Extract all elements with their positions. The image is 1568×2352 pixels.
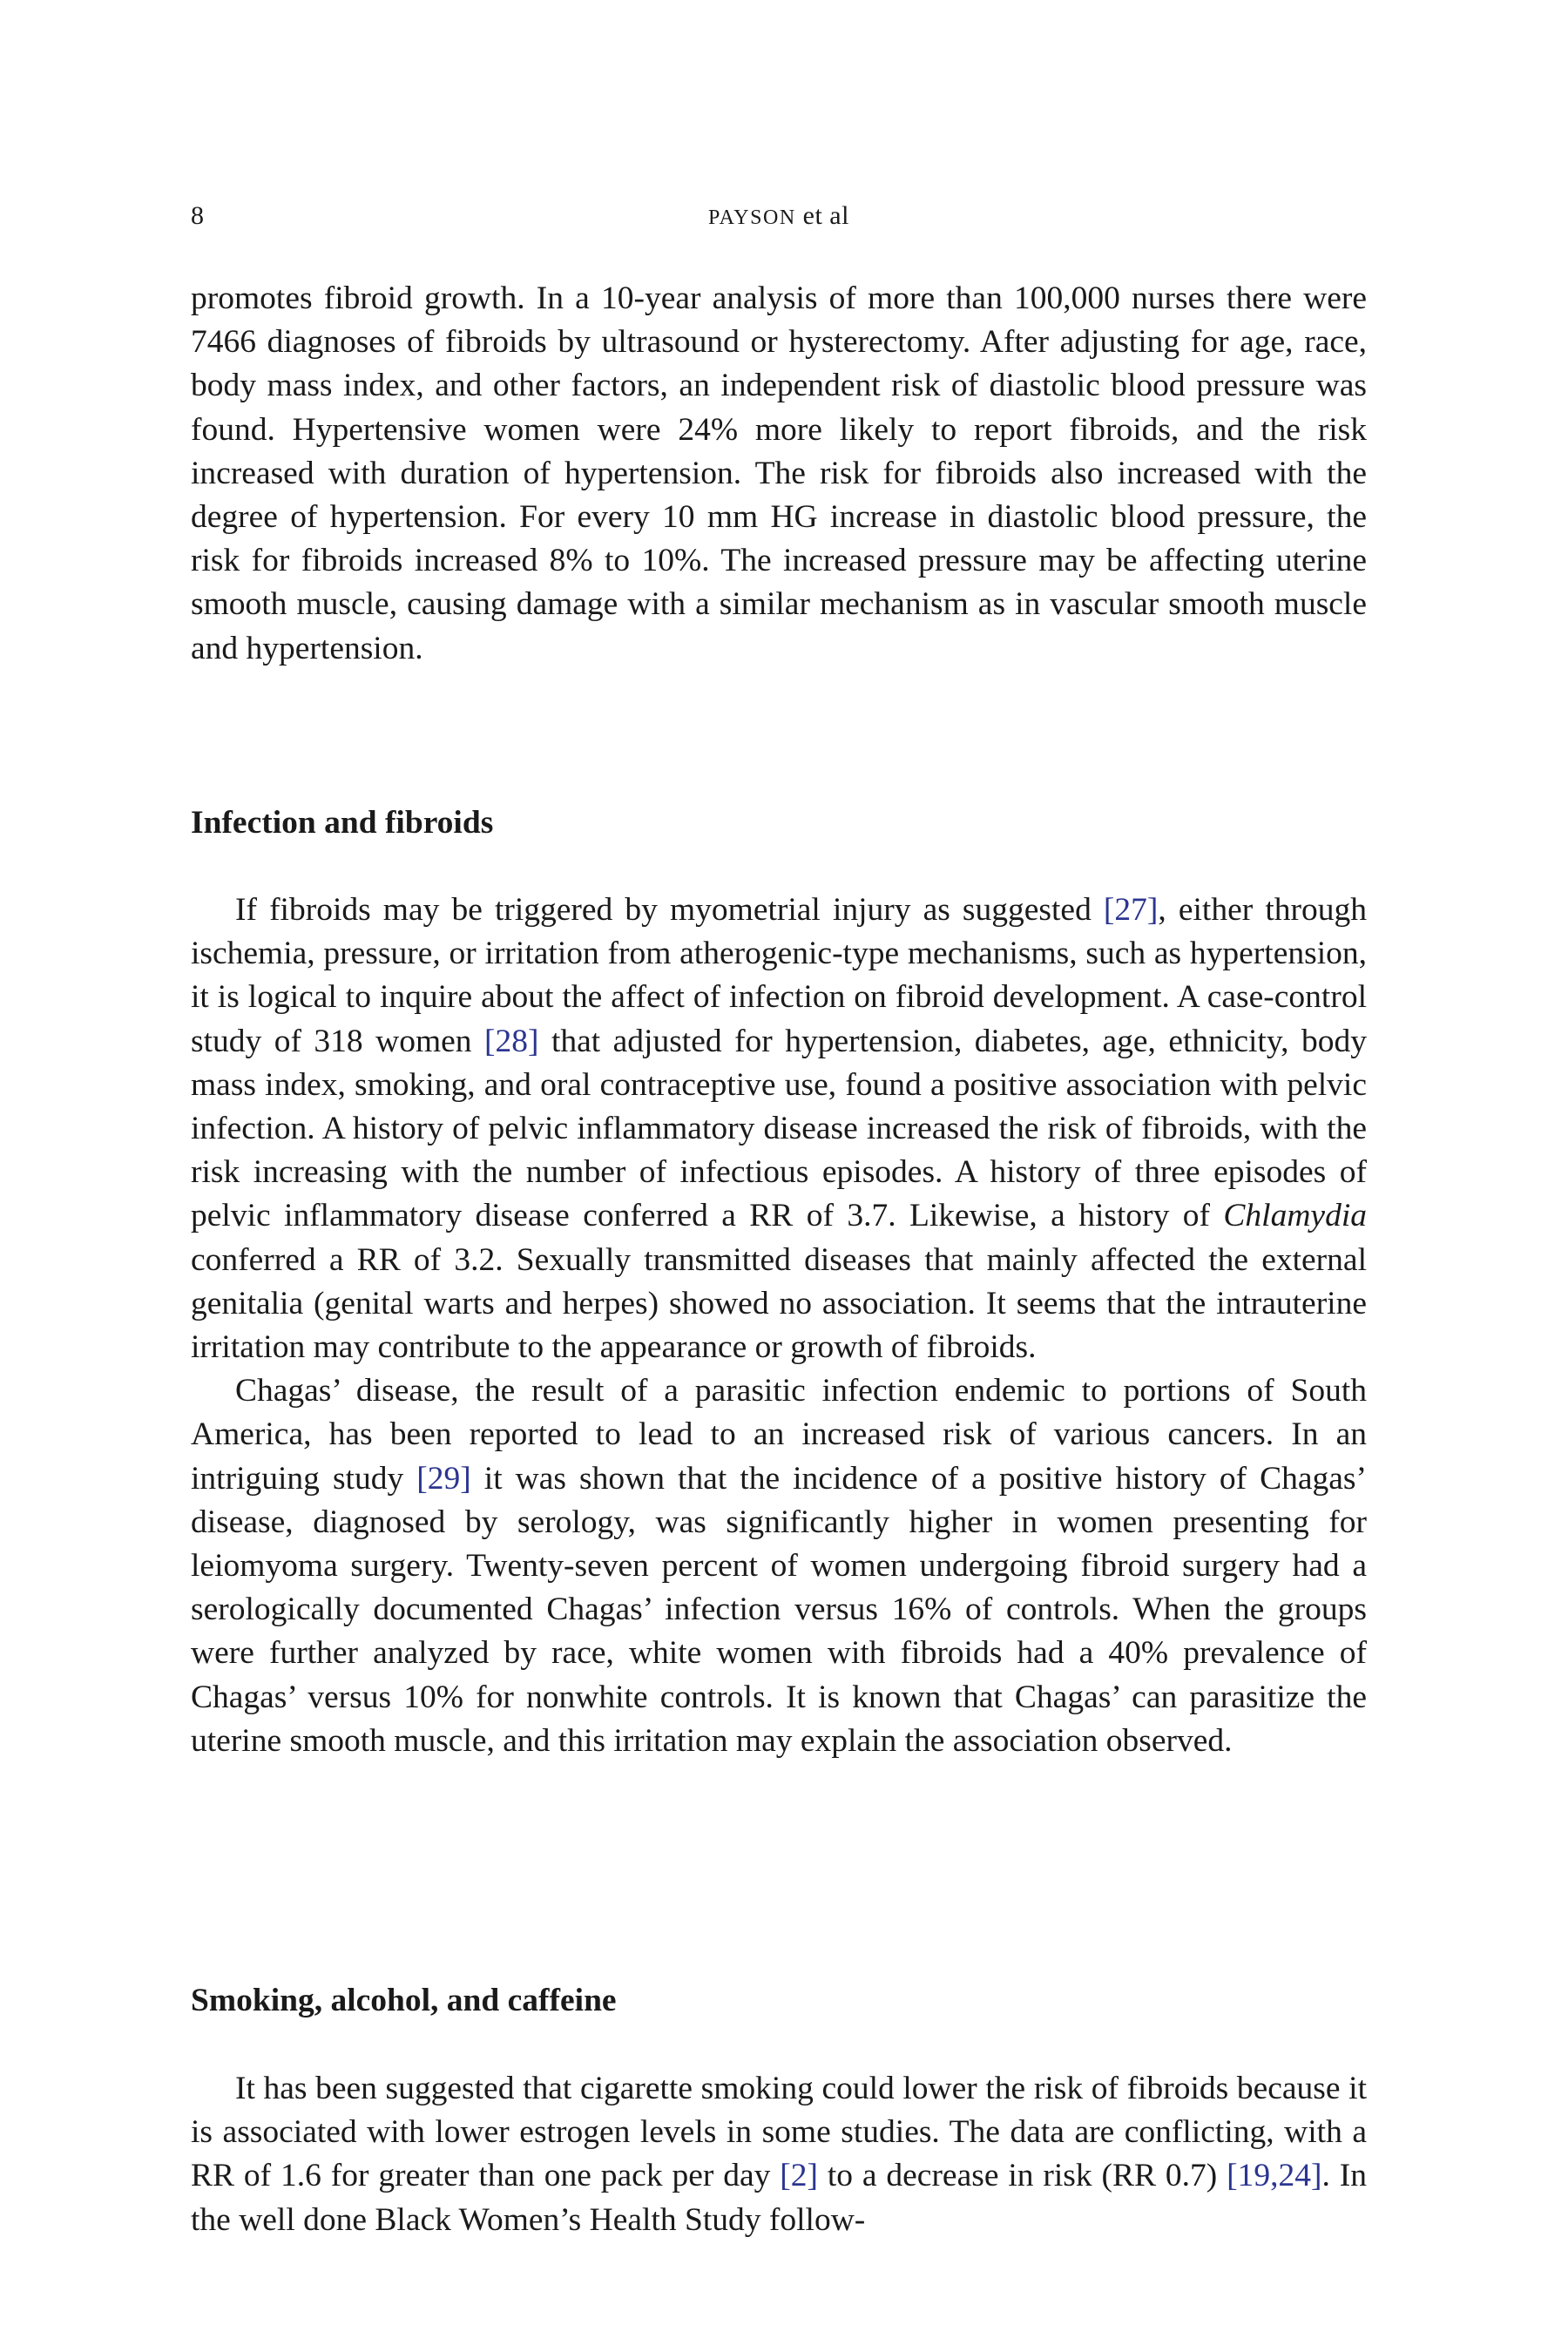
- text-run: It has been suggested that cigarette smoking could lower the risk of fibroids because it is associated with lower estrogen levels in some studies. The data are conflicting, with a RR of 1.6 for greater than one pack per day: [191, 2071, 1367, 2194]
- section-heading-infection: Infection and fibroids: [191, 805, 494, 841]
- infection-text-block: [191, 889, 1367, 1763]
- running-head: [191, 199, 1367, 233]
- text-run: conferred a RR of 3.2. Sexually transmitted diseases that mainly affected the external genitalia (genital warts and herpes) showed no association. It seems that the intrauterine irritation may contribute to the appearance or growth of fibroids.: [191, 1241, 1367, 1366]
- section-heading-smoking: Smoking, alcohol, and caffeine: [191, 1983, 617, 2018]
- paragraph: [191, 2067, 1367, 2242]
- citation-link[interactable]: [2]: [780, 2158, 818, 2194]
- paragraph: [191, 889, 1367, 1369]
- text-run: that adjusted for hypertension, diabetes, age, ethnicity, body mass index, smoking, and oral contraceptive use, found a positive association with pelvic infection. A history of pelvic inflammatory disease increased the risk of fibroids, with the risk increasing with the number of infectious episodes. A history of three episodes of pelvic inflammatory disease conferred a RR of 3.7. Likewise, a history of: [191, 1023, 1367, 1234]
- text-run: , either through ischemia, pressure, or irritation from atherogenic-type mechanisms, such as hypertension, it is logical to inquire about the affect of infection on fibroid development. A case-control study of 318 women: [191, 892, 1367, 1059]
- paragraph: promotes fibroid growth. In a 10-year analysis of more than 100,000 nurses there were 7466 diagnoses of fibroids by ultrasound or hysterectomy. After adjusting for age, race, body mass index, and other factors, an independent risk of diastolic blood pressure was found. Hypertensive women were 24% more likely to report fibroids, and the risk increased with duration of hypertension. The risk for fibroids also increased with the degree of hypertension. For every 10 mm HG increase in diastolic blood pressure, the risk for fibroids increased 8% to 10%. The increased pressure may be affecting uterine smooth muscle, causing damage with a similar mechanism as in vascular smooth muscle and hypertension.: [191, 280, 1367, 666]
- citation-link[interactable]: [29]: [416, 1460, 471, 1497]
- text-run: Chagas’ disease, the result of a parasitic infection endemic to portions of South America, has been reported to lead to an increased risk of various cancers. In an intriguing study: [191, 1373, 1367, 1497]
- text-run: it was shown that the incidence of a positive history of Chagas’ disease, diagnosed by serology, was significantly higher in women presenting for leiomyoma surgery. Twenty-seven percent of women undergoing fibroid surgery had a serologically documented Chagas’ infection versus 16% of controls. When the groups were further analyzed by race, white women with fibroids had a 40% prevalence of Chagas’ versus 10% for nonwhite controls. It is known that Chagas’ can parasitize the uterine smooth muscle, and this irritation may explain the association observed.: [191, 1460, 1367, 1759]
- citation-link[interactable]: [28]: [484, 1023, 539, 1059]
- text-run: to a decrease in risk (RR 0.7): [817, 2158, 1227, 2194]
- paragraph: [191, 1369, 1367, 1763]
- intro-text-block: [191, 277, 1367, 671]
- citation-link[interactable]: [27]: [1103, 892, 1159, 928]
- page-number: 8: [191, 201, 204, 230]
- running-title-author: PAYSON: [708, 206, 796, 229]
- text-run: If fibroids may be triggered by myometrial injury as suggested: [235, 892, 1104, 928]
- text-run: . In the well done Black Women’s Health Study follow-: [191, 2158, 1367, 2238]
- running-title-suffix: et al: [795, 201, 849, 230]
- running-title: [191, 199, 1367, 235]
- italic-term: Chlamydia: [1223, 1198, 1367, 1234]
- smoking-text-block: [191, 2067, 1367, 2242]
- citation-link[interactable]: [19,24]: [1227, 2158, 1322, 2194]
